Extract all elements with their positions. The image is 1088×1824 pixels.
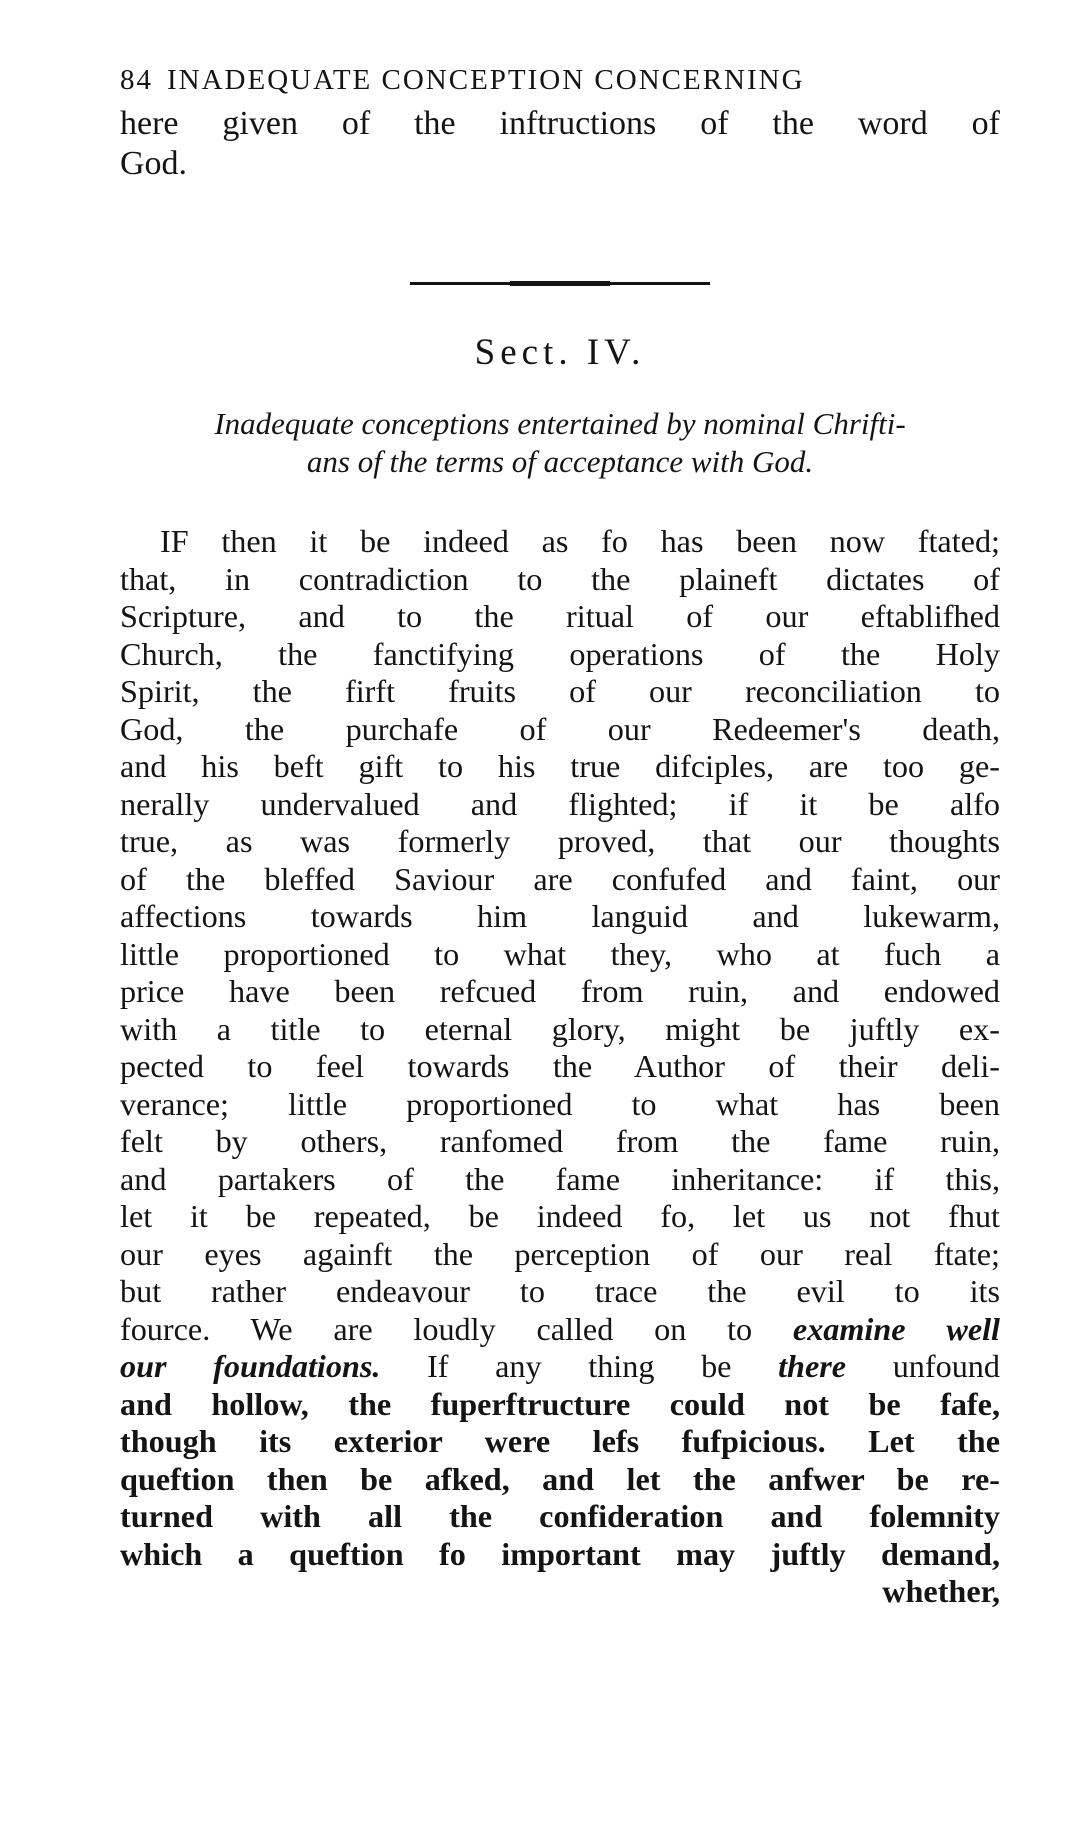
body-text-run: If any thing be [380,1348,779,1384]
body-line: of the bleffed Saviour are confufed and faint, our [120,860,1000,897]
body-line: verance; little proportioned to what has been [120,1085,1000,1122]
body-line [120,1348,1000,1386]
body-line [120,1311,1000,1349]
book-page [120,60,1000,1611]
body-line: queftion then be afked, and let the anfwer be re- [120,1460,1000,1497]
body-line: and his beft gift to his true difciples, are too ge- [120,748,1000,784]
body-line: price have been refcued from ruin, and endowed [120,973,1000,1009]
body-line: that, in contradiction to the plaineft dictates of [120,560,1000,597]
page-number: 84 [120,64,153,96]
body-line: Church, the fanctifying operations of the Holy [120,635,1000,672]
body-line: though its exterior were lefs fufpicious. Let the [120,1423,1000,1459]
body-line: true, as was formerly proved, that our thoughts [120,823,1000,859]
section-divider-rule [410,282,710,285]
body-line: IF then it be indeed as fo has been now ftated; [160,523,1000,559]
emphasis-text: our foundations. [120,1348,381,1384]
section-heading: Sect. IV. [474,332,646,373]
body-line: little proportioned to what they, who at fuch a [120,935,1000,972]
body-line: which a queftion fo important may juftly demand, [120,1535,1000,1572]
body-line: and hollow, the fuperftructure could not be fafe, [120,1385,1000,1422]
carryover-line: God. [120,145,188,182]
body-line: but rather endeavour to trace the evil to its [120,1273,1000,1309]
body-line: our eyes againft the perception of our real ftate; [120,1235,1000,1272]
body-line: with a title to eternal glory, might be juftly ex- [120,1010,1000,1047]
carryover-text [120,104,1000,184]
body-line: nerally undervalued and flighted; if it be alfo [120,785,1000,822]
body-text [120,523,1000,1611]
section-subtitle [120,405,1000,481]
body-line: Spirit, the firft fruits of our reconciliation to [120,673,1000,709]
body-text-run: unfound [846,1348,1000,1384]
body-line: God, the purchafe of our Redeemer's death, [120,710,1000,747]
body-line: affections towards him languid and lukewarm, [120,898,1000,934]
running-title: INADEQUATE CONCEPTION CONCERNING [167,64,805,96]
subtitle-line: Inadequate conceptions entertained by nominal Chrifti- [214,406,906,441]
body-line: let it be repeated, be indeed fo, let us not fhut [120,1198,1000,1234]
emphasis-text: there [778,1348,847,1384]
body-text-run: fource. We are loudly called on to [120,1310,793,1347]
carryover-line: here given of the inftructions of the word of [120,105,1000,142]
subtitle-line: ans of the terms of acceptance with God. [306,444,814,479]
running-head [120,60,1000,100]
body-line: felt by others, ranfomed from the fame ruin, [120,1123,1000,1159]
body-line: turned with all the confideration and folemnity [120,1498,1000,1534]
catchword: whether, [882,1573,1000,1609]
body-line: and partakers of the fame inheritance: if this, [120,1160,1000,1197]
body-line: pected to feel towards the Author of their deli- [120,1048,1000,1084]
body-line: Scripture, and to the ritual of our eftablifhed [120,598,1000,634]
emphasis-text: examine well [792,1310,1000,1347]
